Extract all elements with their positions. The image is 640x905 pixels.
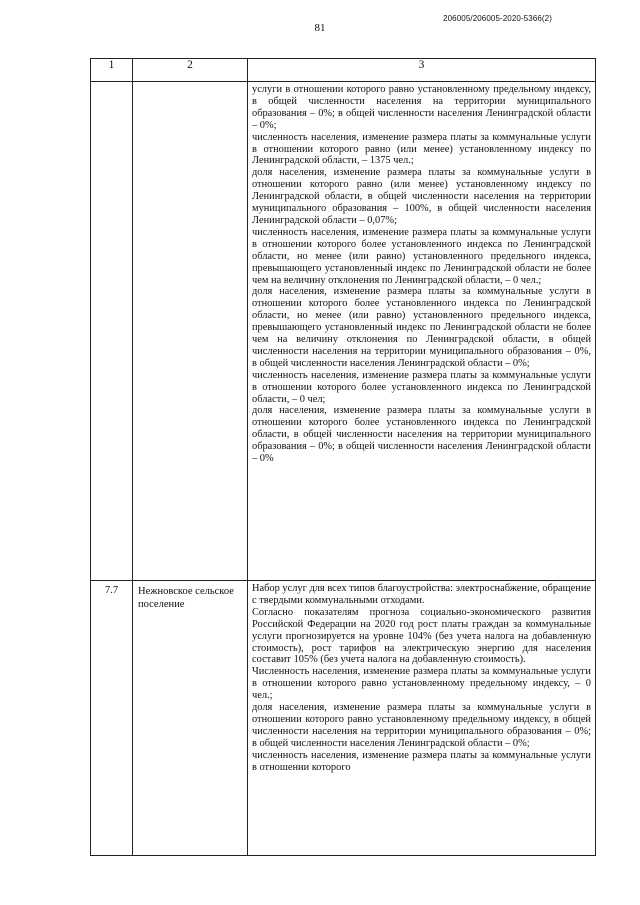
paragraph: доля населения, изменение размера платы за коммунальные услуги в отношении которого более установленного индекса по Ленинградской области, но менее (или равно) установленного предельного индекса, превышающего установленный индекс по Ленинградской области не более чем на величину отклонения по Ленинградской области, в общей численности населения на территории муниципального образования – 0%, в общей численности населения Ленинградской области – 0%; [252, 286, 591, 369]
row-number [91, 82, 133, 581]
row-description [248, 581, 596, 856]
table-row [91, 581, 596, 856]
page-number: 81 [314, 22, 326, 34]
row-description [248, 82, 596, 581]
column-header: 1 [91, 59, 133, 82]
paragraph: Набор услуг для всех типов благоустройства: электроснабжение, обращение с твердыми коммунальными отходами. [252, 583, 591, 606]
column-header: 2 [133, 59, 248, 82]
paragraph: численность населения, изменение размера платы за коммунальные услуги в отношении которого более установленного индекса по Ленинградской области, но менее (или равно) установленного предельного индекса, превышающего установленный индекс по Ленинградской области не более чем на величину отклонения по Ленинградской области, – 0 чел.; [252, 226, 591, 286]
document-code: 206005/206005-2020-5366(2) [443, 14, 552, 23]
municipality-name [133, 82, 248, 581]
table-row [91, 82, 596, 581]
paragraph: численность населения, изменение размера платы за коммунальные услуги в отношении которого равно (или менее) установленному индексу по Ленинградской области, – 1375 чел.; [252, 131, 591, 167]
paragraph: доля населения, изменение размера платы за коммунальные услуги в отношении которого равно (или менее) установленному индексу по Ленинградской области, в общей численности населения на территории муниципального образования – 100%, в общей численности населения Ленинградской области – 0,07%; [252, 167, 591, 226]
paragraph: услуги в отношении которого равно установленному предельному индексу, в общей численности населения на территории муниципального образования – 0%; в общей численности населения Ленинградской области – 0%; [252, 84, 591, 131]
paragraph: доля населения, изменение размера платы за коммунальные услуги в отношении которого равно установленному предельному индексу, в общей численности населения на территории муниципального образования – 0%; в общей численности населения Ленинградской области – 0%; [252, 702, 591, 749]
data-table [90, 58, 596, 856]
row-number: 7.7 [91, 581, 133, 856]
paragraph: Согласно показателям прогноза социально-экономического развития Российской Федерации на 2020 год рост платы граждан за коммунальные услуги прогнозируется на уровне 104% (без учета налога на добавленную стоимость), рост тарифов на электрическую энергию для населения составит 105% (без учета налога на добавленную стоимость). [252, 606, 591, 666]
paragraph: численность населения, изменение размера платы за коммунальные услуги в отношении которого [252, 749, 591, 773]
column-header: 3 [248, 59, 596, 82]
paragraph: численность населения, изменение размера платы за коммунальные услуги в отношении которого более установленного индекса по Ленинградской области, – 0 чел; [252, 369, 591, 405]
municipality-name: Нежновское сельское поселение [133, 581, 248, 856]
table-header-row [91, 59, 596, 82]
paragraph: доля населения, изменение размера платы за коммунальные услуги в отношении которого более установленного индекса по Ленинградской области, в общей численности населения на территории муниципального образования – 0%; в общей численности населения Ленинградской области – 0% [252, 405, 591, 465]
paragraph: Численность населения, изменение размера платы за коммунальные услуги в отношении которого равно установленному предельному индексу, – 0 чел.; [252, 666, 591, 702]
